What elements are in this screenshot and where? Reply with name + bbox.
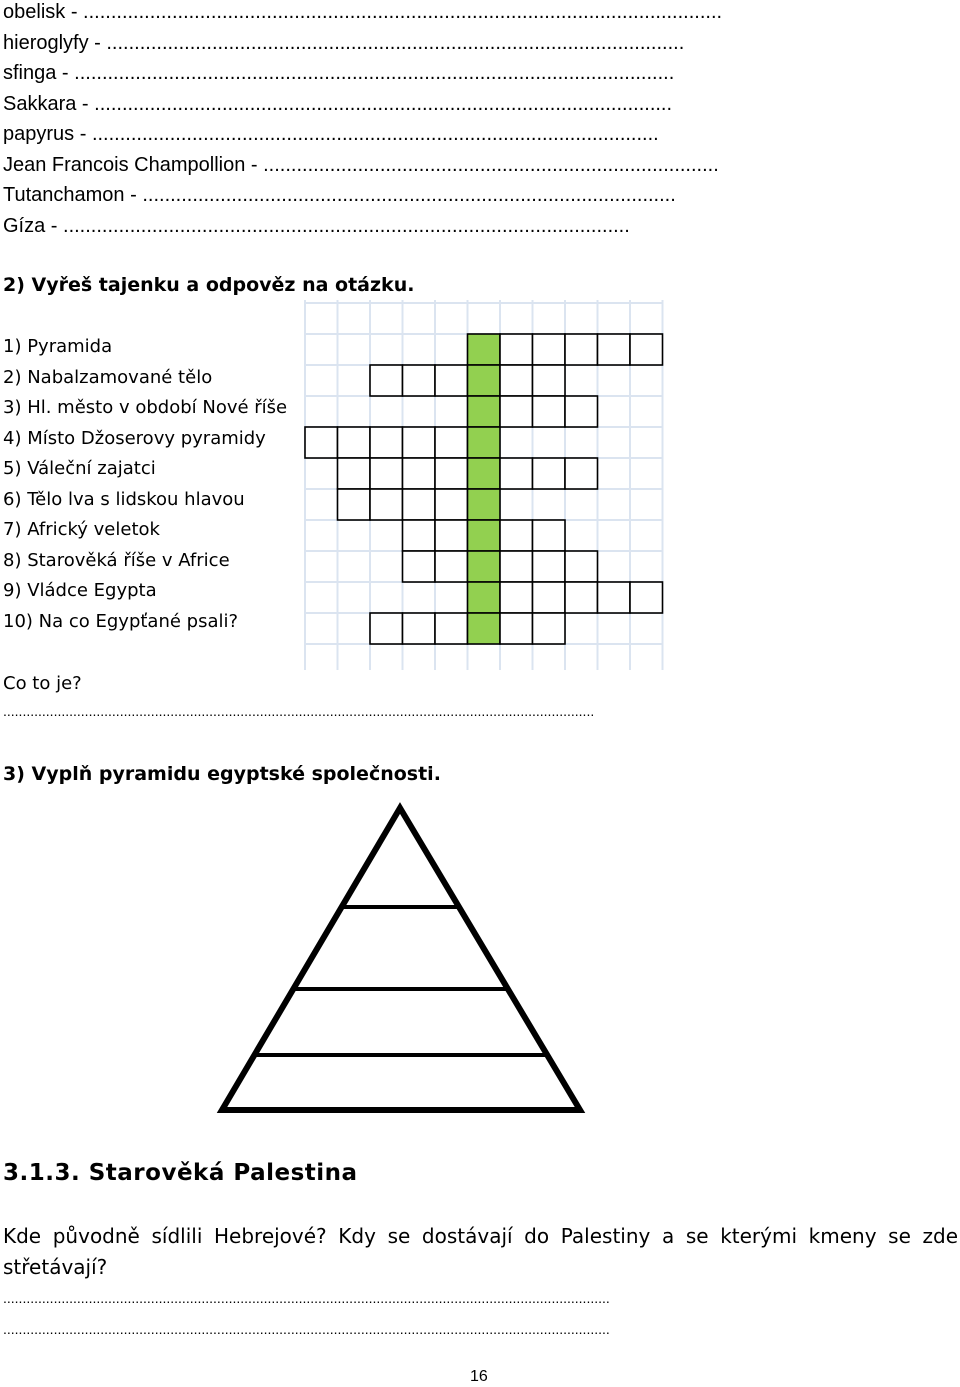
answer-cell[interactable] — [370, 427, 403, 458]
answer-cell[interactable] — [500, 458, 533, 489]
answer-cell[interactable] — [338, 458, 371, 489]
question-label: Co to je? — [3, 673, 82, 694]
answer-cell[interactable] — [533, 582, 566, 613]
clue: 9) Vládce Egypta — [3, 580, 157, 601]
answer-cell[interactable] — [403, 365, 436, 396]
pyramid-outline — [222, 808, 580, 1110]
answer-cell[interactable] — [533, 458, 566, 489]
secret-cell[interactable] — [468, 489, 501, 520]
secret-cell[interactable] — [468, 427, 501, 458]
secret-cell[interactable] — [468, 458, 501, 489]
answer-cell[interactable] — [565, 582, 598, 613]
answer-cell[interactable] — [598, 334, 631, 365]
section-heading: 3.1.3. Starověká Palestina — [3, 1160, 358, 1186]
answer-blank[interactable]: ........................................................................................................ — [106, 32, 685, 54]
answer-cell[interactable] — [565, 334, 598, 365]
answer-blank[interactable]: ........................................................................................................ — [94, 93, 673, 115]
answer-cell[interactable] — [500, 520, 533, 551]
answer-cell[interactable] — [435, 458, 468, 489]
answer-cell[interactable] — [500, 334, 533, 365]
answer-cell[interactable] — [370, 489, 403, 520]
term-line: Tutanchamon - ................................................................................................ — [3, 184, 676, 206]
answer-blank[interactable]: .................................................................................. — [263, 154, 719, 176]
answer-cell[interactable] — [630, 334, 663, 365]
answer-cell[interactable] — [533, 365, 566, 396]
answer-cell[interactable] — [403, 458, 436, 489]
answer-blank[interactable]: ...................................................................................................... — [63, 215, 630, 237]
answer-cell[interactable] — [565, 458, 598, 489]
answer-cell[interactable] — [435, 365, 468, 396]
term-line: Jean Francois Champollion - .................................................................................. — [3, 154, 719, 176]
answer-cell[interactable] — [403, 520, 436, 551]
answer-cell[interactable] — [500, 365, 533, 396]
secret-cell[interactable] — [468, 582, 501, 613]
answer-blank[interactable]: ............................................................................................................................................................ — [3, 1321, 610, 1337]
answer-cell[interactable] — [565, 551, 598, 582]
answer-cell[interactable] — [533, 613, 566, 644]
clue: 4) Místo Džoserovy pyramidy — [3, 428, 266, 449]
clue: 7) Africký veletok — [3, 519, 160, 540]
answer-cell[interactable] — [533, 551, 566, 582]
answer-cell[interactable] — [500, 396, 533, 427]
answer-cell[interactable] — [403, 489, 436, 520]
answer-cell[interactable] — [305, 427, 338, 458]
answer-cell[interactable] — [338, 489, 371, 520]
term-line: hieroglyfy - ........................................................................................................ — [3, 32, 685, 54]
clue: 1) Pyramida — [3, 336, 113, 357]
secret-cell[interactable] — [468, 396, 501, 427]
answer-blank[interactable]: ................................................................................................................... — [83, 1, 723, 23]
clue: 6) Tělo lva s lidskou hlavou — [3, 489, 245, 510]
term-line: papyrus - ...................................................................................................... — [3, 123, 659, 145]
term-line: Gíza - ...................................................................................................... — [3, 215, 630, 237]
answer-cell[interactable] — [500, 613, 533, 644]
secret-cell[interactable] — [468, 551, 501, 582]
term-line: sfinga - ............................................................................................................ — [3, 62, 675, 84]
answer-cell[interactable] — [565, 396, 598, 427]
page-number: 16 — [470, 1368, 488, 1385]
secret-cell[interactable] — [468, 334, 501, 365]
secret-cell[interactable] — [468, 520, 501, 551]
section-heading: 3) Vyplň pyramidu egyptské společnosti. — [3, 763, 441, 785]
answer-cell[interactable] — [630, 582, 663, 613]
answer-cell[interactable] — [403, 427, 436, 458]
clue: 5) Váleční zajatci — [3, 458, 156, 479]
answer-cell[interactable] — [338, 427, 371, 458]
question-paragraph-line: střetávají? — [3, 1255, 108, 1279]
answer-cell[interactable] — [533, 396, 566, 427]
answer-cell[interactable] — [533, 520, 566, 551]
answer-blank[interactable]: ................................................................................................ — [142, 184, 676, 206]
section-heading: 2) Vyřeš tajenku a odpověz na otázku. — [3, 274, 415, 296]
term-line: obelisk - ................................................................................................................... — [3, 1, 723, 23]
crossword-grid — [300, 300, 670, 670]
clue: 10) Na co Egypťané psali? — [3, 611, 239, 632]
answer-cell[interactable] — [435, 520, 468, 551]
answer-cell[interactable] — [500, 551, 533, 582]
answer-cell[interactable] — [403, 613, 436, 644]
answer-cell[interactable] — [370, 613, 403, 644]
answer-cell[interactable] — [435, 613, 468, 644]
secret-cell[interactable] — [468, 613, 501, 644]
answer-cell[interactable] — [435, 551, 468, 582]
answer-cell[interactable] — [500, 582, 533, 613]
clue: 8) Starověká říše v Africe — [3, 550, 230, 571]
society-pyramid — [210, 800, 590, 1120]
clue: 2) Nabalzamované tělo — [3, 367, 213, 388]
clue: 3) Hl. město v období Nové říše — [3, 397, 288, 418]
term-line: Sakkara - ........................................................................................................ — [3, 93, 673, 115]
answer-blank[interactable]: ............................................................................................................................................................ — [3, 1290, 610, 1306]
answer-cell[interactable] — [370, 458, 403, 489]
answer-cell[interactable] — [370, 365, 403, 396]
answer-blank[interactable]: ........................................................................................................................................................ — [3, 703, 595, 719]
secret-cell[interactable] — [468, 365, 501, 396]
answer-cell[interactable] — [435, 489, 468, 520]
answer-cell[interactable] — [533, 334, 566, 365]
answer-cell[interactable] — [435, 427, 468, 458]
answer-blank[interactable]: ...................................................................................................... — [91, 123, 659, 145]
answer-blank[interactable]: ............................................................................................................ — [74, 62, 675, 84]
question-paragraph-line: Kde původně sídlili Hebrejové? Kdy se dostávají do Palestiny a se kterými kmeny se zde — [3, 1224, 958, 1248]
answer-cell[interactable] — [403, 551, 436, 582]
answer-cell[interactable] — [598, 582, 631, 613]
